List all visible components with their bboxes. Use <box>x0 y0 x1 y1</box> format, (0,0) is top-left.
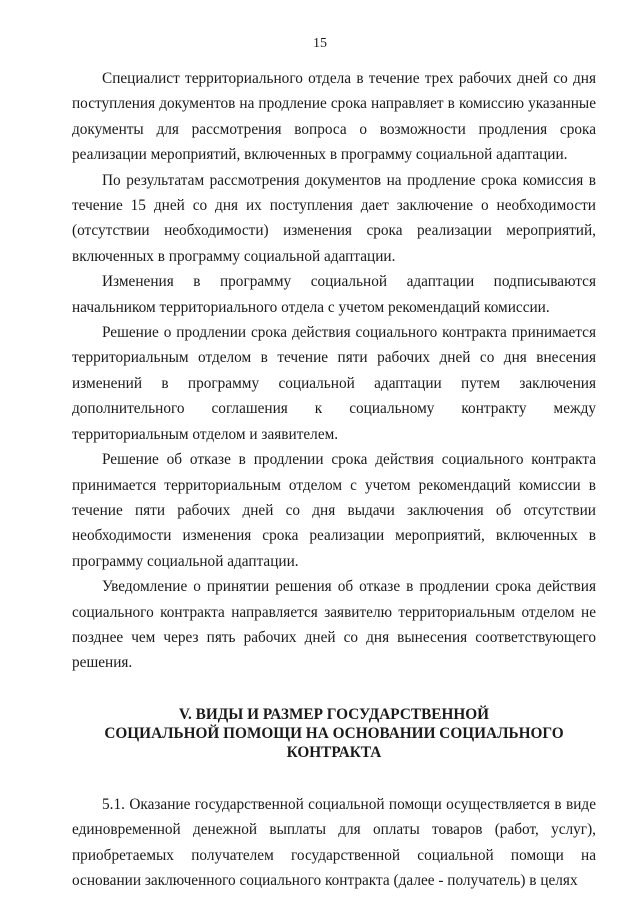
paragraph: Специалист территориального отдела в течение трех рабочих дней со дня поступления документов на продление срока направляет в комиссию указанные документы для рассмотрения вопроса о возможности продления срока реализации мероприятий, включенных в программу социальной адаптации. <box>72 70 596 164</box>
paragraph: По результатам рассмотрения документов на продление срока комиссия в течение 15 дней со дня их поступления дает заключение о необходимости (отсутствии необходимости) изменения срока реализации мероприятий, включенных в программу социальной адаптации. <box>72 171 596 265</box>
paragraph: Уведомление о принятии решения об отказе в продлении срока действия социального контракта направляется заявителю территориальным отделом не позднее чем через пять рабочих дней со дня вынесения соответствующего решения. <box>72 578 596 672</box>
section-heading-line: КОНТРАКТА <box>286 743 382 761</box>
paragraph: Изменения в программу социальной адаптации подписываются начальником территориального отдела с учетом рекомендаций комиссии. <box>72 273 596 316</box>
section-heading-line: V. ВИДЫ И РАЗМЕР ГОСУДАРСТВЕННОЙ <box>178 705 490 723</box>
section-heading-line: СОЦИАЛЬНОЙ ПОМОЩИ НА ОСНОВАНИИ СОЦИАЛЬНОГО <box>104 724 564 742</box>
document-body <box>72 66 596 893</box>
paragraph: 5.1. Оказание государственной социальной помощи осуществляется в виде единовременной денежной выплаты для оплаты товаров (работ, услуг), приобретаемых получателем государственной социальной помощи на основании заключенного социального контракта (далее - получатель) в целях <box>72 795 596 889</box>
paragraph: Решение об отказе в продлении срока действия социального контракта принимается территориальным отделом с учетом рекомендаций комиссии в течение пяти рабочих дней со дня выдачи заключения об отсутствии необходимости изменения срока реализации мероприятий, включенных в программу социальной адаптации. <box>72 451 596 570</box>
paragraph: Решение о продлении срока действия социального контракта принимается территориальным отделом в течение пяти рабочих дней со дня внесения изменений в программу социальной адаптации путем заключения дополнительного соглашения к социальному контракту между территориальным отделом и заявителем. <box>72 324 596 443</box>
page-number: 15 <box>313 36 327 51</box>
section-heading <box>72 705 596 762</box>
